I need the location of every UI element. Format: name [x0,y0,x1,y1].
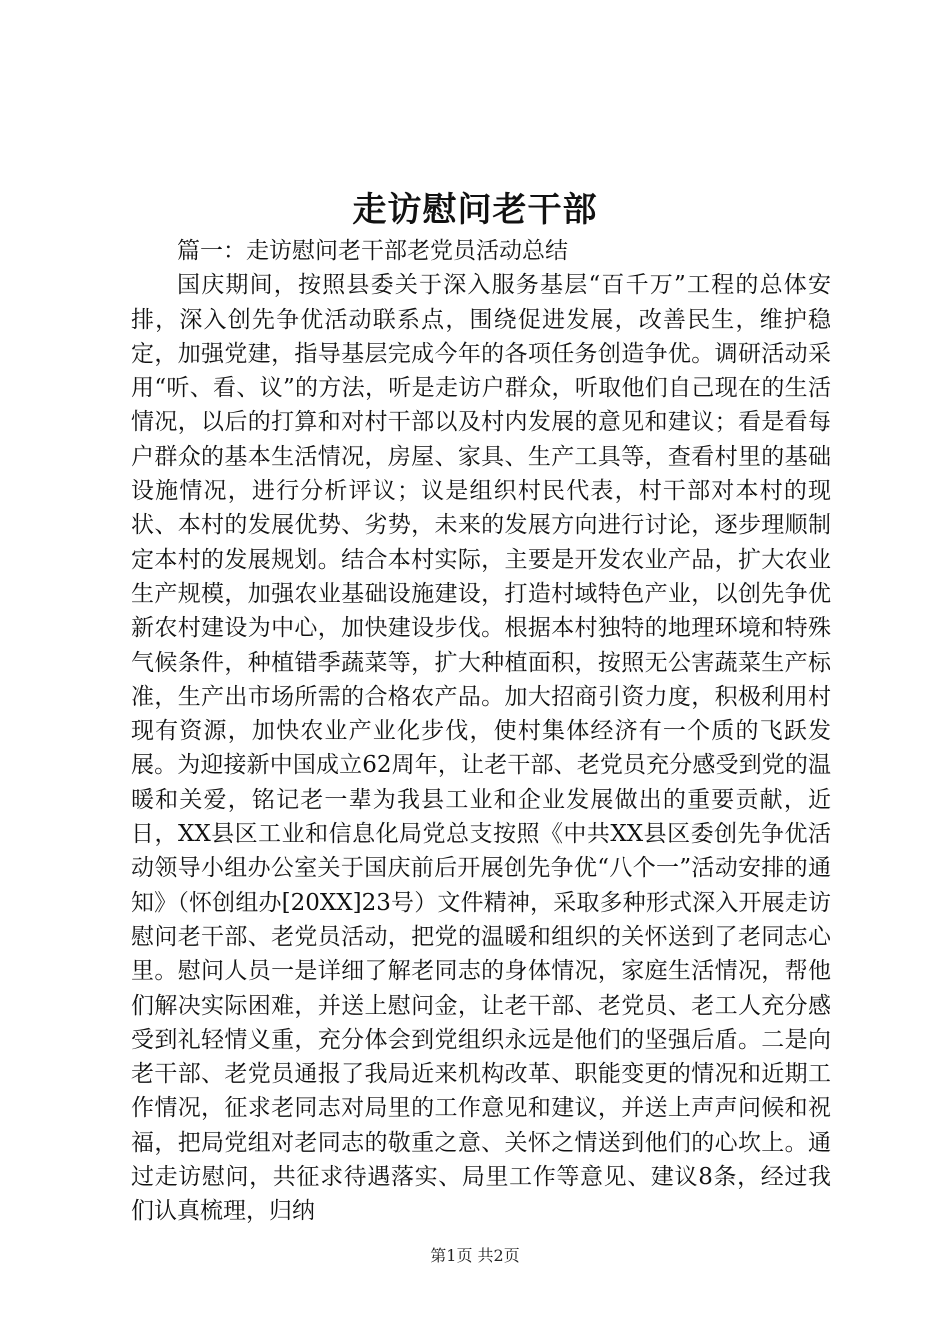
body-paragraph: 国庆期间，按照县委关于深入服务基层“百千万”工程的总体安排，深入创先争优活动联系点，围绕促进发展，改善民生，维护稳定，加强党建，指导基层完成今年的各项任务创造争优。调研活动采用“听、看、议”的方法，听是走访户群众，听取他们自己现在的生活情况，以后的打算和对村干部以及村内发展的意见和建议；看是看每户群众的基本生活情况，房屋、家具、生产工具等，查看村里的基础设施情况，进行分析评议；议是组织村民代表，村干部对本村的现状、本村的发展优势、劣势，未来的发展方向进行讨论，逐步理顺制定本村的发展规划。结合本村实际，主要是开发农业产品，扩大农业生产规模，加强农业基础设施建设，打造村域特色产业，以创先争优新农村建设为中心，加快建设步伐。根据本村独特的地理环境和特殊气候条件，种植错季蔬菜等，扩大种植面积，按照无公害蔬菜生产标准，生产出市场所需的合格农产品。加大招商引资力度，积极利用村现有资源，加快农业产业化步伐，使村集体经济有一个质的飞跃发展。为迎接新中国成立62周年，让老干部、老党员充分感受到党的温暖和关爱，铭记老一辈为我县工业和企业发展做出的重要贡献，近日，XX县区工业和信息化局党总支按照《中共XX县区委创先争优活动领导小组办公室关于国庆前后开展创先争优“八个一”活动安排的通知》（怀创组办[20XX]23号）文件精神，采取多种形式深入开展走访慰问老干部、老党员活动，把党的温暖和组织的关怀送到了老同志心里。慰问人员一是详细了解老同志的身体情况，家庭生活情况，帮他们解决实际困难，并送上慰问金，让老干部、老党员、老工人充分感受到礼轻情义重，充分体会到党组织永远是他们的坚强后盾。二是向老干部、老党员通报了我局近来机构改革、职能变更的情况和近期工作情况，征求老同志对局里的工作意见和建议，并送上声声问候和祝福，把局党组对老同志的敬重之意、关怀之情送到他们的心坎上。通过走访慰问，共征求待遇落实、局里工作等意见、建议8条，经过我们认真梳理，归纳 [131,272,831,1225]
page-title: 走访慰问老干部 [352,190,598,230]
document-body [131,234,831,1229]
page-footer: 第1页 共2页 [430,1246,520,1265]
section-heading: 篇一：走访慰问老干部老党员活动总结 [177,238,568,264]
